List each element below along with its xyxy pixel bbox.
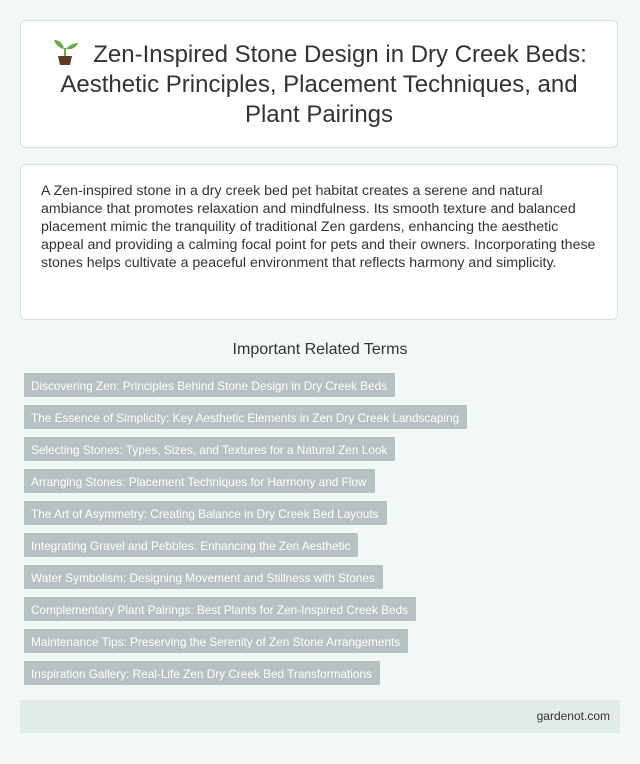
title-card: [20, 20, 618, 148]
related-terms-list: [24, 373, 584, 693]
footer-bar: [20, 700, 620, 733]
page-title-text: Zen-Inspired Stone Design in Dry Creek Beds: Aesthetic Principles, Placement Techniques, and Plant Pairings: [60, 40, 587, 128]
page-title: [49, 39, 589, 130]
related-term-link[interactable]: The Art of Asymmetry: Creating Balance in Dry Creek Bed Layouts: [24, 501, 387, 525]
related-terms-heading: Important Related Terms: [232, 341, 408, 358]
description-card: [20, 164, 618, 320]
footer-site-link[interactable]: gardenot.com: [536, 709, 610, 723]
sprout-icon: [51, 39, 79, 65]
related-term-link[interactable]: Complementary Plant Pairings: Best Plants for Zen-Inspired Creek Beds: [24, 597, 416, 621]
related-term-link[interactable]: Integrating Gravel and Pebbles: Enhancing the Zen Aesthetic: [24, 533, 358, 557]
related-term-link[interactable]: Discovering Zen: Principles Behind Stone Design in Dry Creek Beds: [24, 373, 395, 397]
related-term-link[interactable]: Arranging Stones: Placement Techniques for Harmony and Flow: [24, 469, 375, 493]
description-text: A Zen-inspired stone in a dry creek bed pet habitat creates a serene and natural ambiance that promotes relaxation and mindfulness. Its smooth texture and balanced placement mimic the tranquility of traditional Zen gardens, enhancing the aesthetic appeal and providing a calming focal point for pets and their owners. Incorporating these stones helps cultivate a peaceful environment that reflects harmony and simplicity.: [41, 183, 596, 271]
related-term-link[interactable]: Inspiration Gallery: Real-Life Zen Dry Creek Bed Transformations: [24, 661, 380, 685]
related-term-link[interactable]: Water Symbolism: Designing Movement and Stillness with Stones: [24, 565, 383, 589]
related-term-link[interactable]: Maintenance Tips: Preserving the Serenity of Zen Stone Arrangements: [24, 629, 408, 653]
related-term-link[interactable]: The Essence of Simplicity: Key Aesthetic Elements in Zen Dry Creek Landscaping: [24, 405, 467, 429]
related-term-link[interactable]: Selecting Stones: Types, Sizes, and Textures for a Natural Zen Look: [24, 437, 395, 461]
